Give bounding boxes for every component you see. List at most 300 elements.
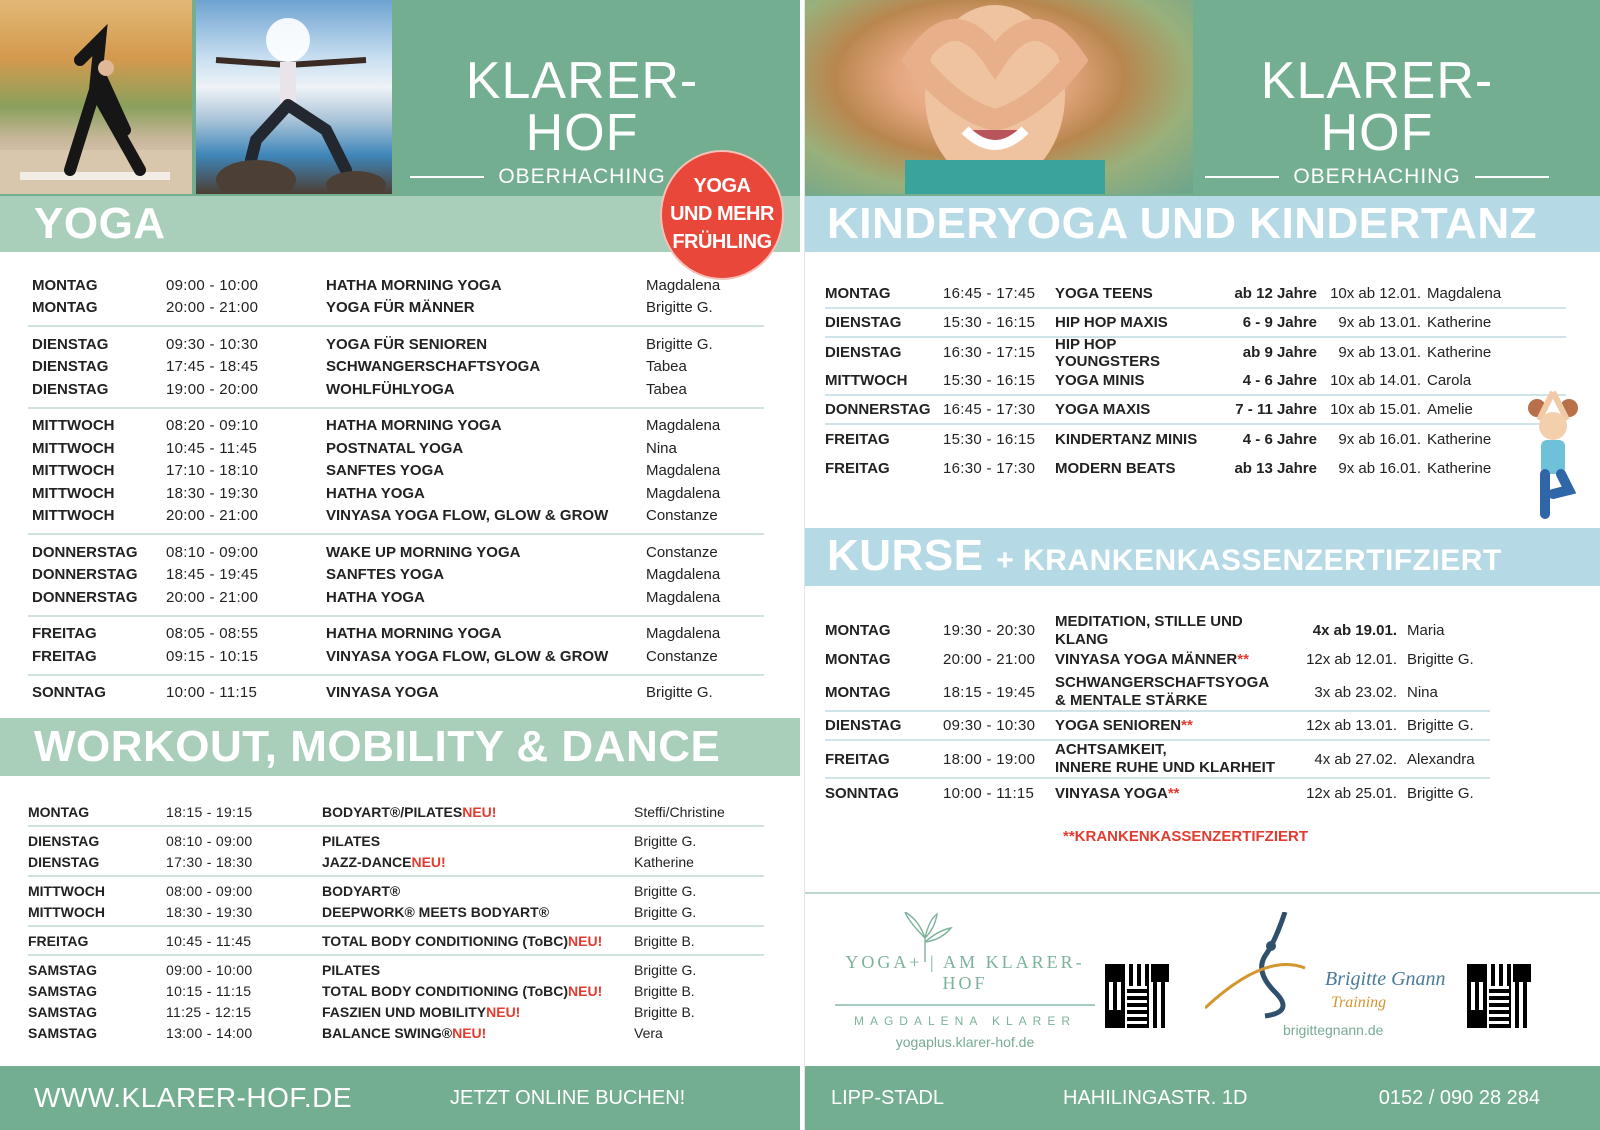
course-cell: HIP HOP YOUNGSTERS — [1055, 335, 1161, 370]
table-row — [825, 425, 1566, 454]
course-name: JAZZ-DANCE — [322, 853, 412, 870]
course-cell — [322, 883, 634, 899]
course-name: BODYART®/PILATES — [322, 803, 463, 820]
section-title-kids: KINDERYOGA UND KINDERTANZ — [805, 196, 1600, 252]
teacher-cell: Magdalena — [646, 625, 721, 643]
table-row — [825, 645, 1490, 674]
table-row — [825, 612, 1490, 648]
teacher-cell: Katherine — [1427, 314, 1492, 331]
day-cell: FREITAG — [28, 932, 89, 949]
course-cell: MODERN BEATS — [1055, 460, 1176, 477]
time-cell: 18:00 - 19:00 — [943, 750, 1036, 768]
age-cell: ab 9 Jahre — [1242, 344, 1317, 361]
address: HAHILINGASTR. 1D — [1063, 1086, 1248, 1109]
table-row — [28, 830, 764, 851]
day-cell: DIENSTAG — [32, 335, 109, 353]
table-row — [32, 541, 764, 564]
teacher-cell: Nina — [1407, 683, 1438, 701]
logo-location: OBERHACHING — [498, 165, 666, 188]
brigitte-gnann-partner — [1205, 912, 1465, 1038]
start-cell: 10x ab 12.01. — [1330, 285, 1421, 302]
course-cell — [322, 833, 634, 849]
certified-note: **KRANKENKASSENZERTIFZIERT — [1063, 828, 1309, 845]
day-cell: SAMSTAG — [28, 961, 97, 978]
day-cell: MITTWOCH — [32, 507, 115, 525]
course-cell: SCHWANGERSCHAFTSYOGA — [326, 358, 541, 376]
time-cell: 16:30 - 17:30 — [943, 460, 1036, 477]
new-label: NEU! — [568, 982, 603, 999]
table-row — [32, 505, 764, 528]
course-cell: HATHA YOGA — [326, 484, 425, 502]
age-cell: 4 - 6 Jahre — [1242, 372, 1317, 389]
course-name: SCHWANGERSCHAFTSYOGA — [1055, 674, 1270, 691]
teacher-cell: Brigitte B. — [634, 932, 695, 949]
day-cell: MONTAG — [825, 651, 891, 668]
day-cell: DIENSTAG — [825, 314, 902, 331]
teacher-cell: Brigitte B. — [634, 1003, 695, 1020]
time-cell: 13:00 - 14:00 — [166, 1024, 253, 1041]
course-name: FASZIEN UND MOBILITY — [322, 1003, 487, 1020]
start-cell: 10x ab 15.01. — [1330, 401, 1421, 418]
new-label: NEU! — [452, 1024, 487, 1041]
day-cell: MONTAG — [28, 803, 90, 820]
time-cell: 08:10 - 09:00 — [166, 832, 253, 849]
teacher-cell: Vera — [634, 1024, 663, 1041]
course-cell: WOHLFÜHLYOGA — [326, 380, 455, 398]
day-cell: MITTWOCH — [825, 372, 908, 389]
time-cell: 09:15 - 10:15 — [166, 647, 259, 665]
teacher-cell: Brigitte G. — [646, 299, 713, 317]
time-cell: 09:30 - 10:30 — [943, 717, 1036, 734]
time-cell: 10:15 - 11:15 — [166, 982, 252, 999]
table-row — [32, 415, 764, 438]
table-row — [825, 779, 1490, 808]
age-cell: 6 - 9 Jahre — [1242, 314, 1317, 331]
course-cell — [322, 933, 634, 949]
workout-schedule — [28, 798, 764, 1046]
course-cell: VINYASA YOGA FLOW, GLOW & GROW — [326, 647, 609, 665]
table-row — [825, 741, 1490, 779]
schedule-group — [28, 956, 764, 1046]
dancer-logo-icon — [1205, 912, 1325, 1022]
time-cell: 08:20 - 09:10 — [166, 417, 259, 435]
day-cell: MITTWOCH — [28, 882, 105, 899]
table-row — [825, 309, 1566, 338]
start-cell: 4x ab 27.02. — [1314, 750, 1397, 768]
day-cell: DIENSTAG — [32, 358, 109, 376]
table-row — [32, 564, 764, 587]
time-cell: 08:05 - 08:55 — [166, 625, 259, 643]
day-cell: DONNERSTAG — [32, 543, 138, 561]
course-cell — [322, 804, 634, 820]
teacher-cell: Brigitte G. — [634, 832, 697, 849]
table-row — [825, 396, 1566, 425]
yoga-photo-studio — [0, 0, 192, 194]
kurse-title-sub: + KRANKENKASSENZERTIFZIERT — [996, 544, 1502, 577]
course-cell: YOGA MINIS — [1055, 372, 1145, 389]
course-cell: HIP HOP MAXIS — [1055, 314, 1168, 331]
day-cell: MONTAG — [825, 683, 891, 701]
time-cell: 19:30 - 20:30 — [943, 622, 1036, 639]
teacher-cell: Constanze — [646, 507, 718, 525]
teacher-cell: Nina — [646, 439, 677, 457]
time-cell: 19:00 - 20:00 — [166, 380, 259, 398]
footer-left — [0, 1066, 800, 1130]
day-cell: DONNERSTAG — [32, 566, 138, 584]
day-cell: MITTWOCH — [32, 484, 115, 502]
time-cell: 18:30 - 19:30 — [166, 484, 259, 502]
day-cell: FREITAG — [32, 647, 97, 665]
course-cell — [322, 854, 634, 870]
course-cell — [322, 1025, 634, 1041]
partners-divider — [805, 892, 1600, 894]
course-name: PILATES — [322, 832, 381, 849]
teacher-cell: Brigitte G. — [646, 335, 713, 353]
course-cell: YOGA FÜR SENIOREN — [326, 335, 488, 353]
table-row — [825, 280, 1566, 309]
start-cell: 9x ab 13.01. — [1338, 314, 1421, 331]
course-cell: YOGA FÜR MÄNNER — [326, 299, 475, 317]
course-cell: HATHA MORNING YOGA — [326, 625, 502, 643]
time-cell: 17:30 - 18:30 — [166, 853, 253, 870]
course-cell: HATHA YOGA — [326, 588, 425, 606]
table-row — [28, 1022, 764, 1043]
day-cell: SAMSTAG — [28, 982, 97, 999]
day-cell: MONTAG — [32, 276, 98, 294]
logo-rule-right — [1475, 176, 1549, 178]
course-cell: SANFTES YOGA — [326, 566, 445, 584]
teacher-cell: Brigitte G. — [634, 903, 697, 920]
table-row — [32, 297, 764, 320]
course-cell: HATHA MORNING YOGA — [326, 417, 502, 435]
course-name: YOGA SENIOREN — [1055, 716, 1182, 734]
table-row — [32, 682, 764, 705]
day-cell: FREITAG — [825, 431, 890, 448]
table-row — [28, 1001, 764, 1022]
phone[interactable]: 0152 / 090 28 284 — [1378, 1086, 1540, 1109]
badge-line2: UND MEHR — [670, 203, 774, 225]
teacher-cell: Magdalena — [646, 566, 721, 584]
day-cell: SAMSTAG — [28, 1024, 97, 1041]
time-cell: 10:00 - 11:15 — [166, 684, 258, 702]
teacher-cell: Constanze — [646, 543, 718, 561]
new-label: NEU! — [486, 1003, 521, 1020]
certified-marker: ** — [1167, 784, 1180, 802]
yoga-plus-brand: YOGA+ | AM KLARER-HOF — [845, 952, 1085, 993]
table-row — [28, 901, 764, 922]
day-cell: DIENSTAG — [825, 717, 902, 734]
brigitte-url[interactable]: brigittegnann.de — [1283, 1022, 1384, 1038]
teacher-cell: Steffi/Christine — [634, 803, 725, 820]
table-row — [32, 586, 764, 609]
brigitte-tagline: Training — [1331, 994, 1387, 1011]
time-cell: 15:30 - 16:15 — [943, 372, 1036, 389]
spring-badge — [660, 150, 784, 280]
teacher-cell: Magdalena — [646, 462, 721, 480]
yoga-plus-partner — [835, 912, 1095, 1050]
table-row — [28, 930, 764, 951]
day-cell: MONTAG — [32, 299, 98, 317]
kids-schedule — [825, 280, 1566, 483]
time-cell: 20:00 - 21:00 — [166, 299, 259, 317]
course-cell: YOGA TEENS — [1055, 285, 1153, 302]
start-cell: 12x ab 13.01. — [1306, 717, 1397, 734]
course-name: MEDITATION, STILLE UND KLANG — [1055, 612, 1243, 648]
kid-yoga-illustration — [1523, 390, 1583, 522]
teacher-cell: Brigitte B. — [634, 982, 695, 999]
table-row — [28, 851, 764, 872]
day-cell: MITTWOCH — [32, 417, 115, 435]
teacher-cell: Brigitte G. — [634, 882, 697, 899]
course-cell — [322, 962, 634, 978]
yoga-plus-rule — [835, 1004, 1095, 1006]
teacher-cell: Alexandra — [1407, 750, 1475, 768]
kurse-schedule — [825, 612, 1490, 808]
start-cell: 12x ab 25.01. — [1306, 785, 1397, 802]
day-cell: DIENSTAG — [28, 832, 100, 849]
course-cell: WAKE UP MORNING YOGA — [326, 543, 521, 561]
table-row — [28, 980, 764, 1001]
day-cell: DIENSTAG — [28, 853, 100, 870]
teacher-cell: Katherine — [634, 853, 694, 870]
table-row — [32, 645, 764, 668]
teacher-cell: Katherine — [1427, 344, 1492, 361]
time-cell: 09:00 - 10:00 — [166, 276, 259, 294]
course-name: TOTAL BODY CONDITIONING (ToBC) — [322, 982, 569, 999]
certified-marker: ** — [1237, 650, 1249, 668]
teacher-cell: Magdalena — [646, 417, 721, 435]
schedule-group — [28, 676, 764, 711]
table-row — [32, 623, 764, 646]
teacher-cell: Brigitte G. — [1407, 651, 1474, 668]
start-cell: 9x ab 13.01. — [1338, 344, 1421, 361]
time-cell: 10:45 - 11:45 — [166, 932, 252, 949]
course-name: VINYASA YOGA — [1055, 784, 1168, 802]
course-cell — [1055, 717, 1295, 735]
logo-name: KLARER-HOF — [465, 52, 699, 162]
teacher-cell: Carola — [1427, 372, 1472, 389]
venue: LIPP-STADL — [831, 1086, 944, 1109]
section-title-workout: WORKOUT, MOBILITY & DANCE — [0, 718, 800, 776]
time-cell: 10:00 - 11:15 — [943, 785, 1035, 802]
header-right — [805, 0, 1600, 196]
brigitte-name: Brigitte Gnann — [1325, 968, 1446, 990]
teacher-cell: Magdalena — [646, 588, 721, 606]
brand-left: YOGA+ — [845, 952, 923, 972]
schedule-group — [28, 327, 764, 409]
day-cell: FREITAG — [825, 750, 890, 768]
yoga-schedule — [28, 268, 764, 710]
table-row — [32, 378, 764, 401]
teacher-cell: Brigitte G. — [646, 684, 713, 702]
table-row — [32, 356, 764, 379]
schedule-group — [28, 877, 764, 927]
course-name-line2: INNERE RUHE UND KLARHEIT — [1055, 759, 1276, 776]
footer-right — [805, 1066, 1600, 1130]
qr-code-yogaplus[interactable] — [1105, 964, 1169, 1028]
course-cell — [1055, 651, 1295, 669]
new-label: NEU! — [411, 853, 446, 870]
course-name: ACHTSAMKEIT, — [1055, 741, 1167, 758]
day-cell: SONNTAG — [32, 684, 106, 702]
course-cell: POSTNATAL YOGA — [326, 439, 464, 457]
table-row — [32, 333, 764, 356]
table-row — [28, 801, 764, 822]
course-name: PILATES — [322, 961, 381, 978]
day-cell: DIENSTAG — [825, 344, 902, 361]
table-row — [32, 274, 764, 297]
day-cell: MONTAG — [825, 622, 891, 639]
new-label: NEU! — [462, 803, 497, 820]
day-cell: DONNERSTAG — [32, 588, 138, 606]
schedule-group — [28, 617, 764, 676]
time-cell: 10:45 - 11:45 — [166, 439, 258, 457]
age-cell: 7 - 11 Jahre — [1235, 401, 1317, 418]
course-cell — [1055, 741, 1295, 777]
time-cell: 18:45 - 19:45 — [166, 566, 259, 584]
table-row — [825, 712, 1490, 741]
day-cell: FREITAG — [825, 460, 890, 477]
course-name: VINYASA YOGA MÄNNER — [1055, 650, 1238, 668]
start-cell: 12x ab 12.01. — [1306, 651, 1397, 668]
time-cell: 16:45 - 17:45 — [943, 285, 1036, 302]
logo-rule-left — [410, 176, 484, 178]
course-cell: KINDERTANZ MINIS — [1055, 431, 1198, 448]
teacher-cell: Amelie — [1427, 401, 1473, 418]
section-title-kurse — [805, 528, 1600, 586]
qr-code-brigitte[interactable] — [1467, 964, 1531, 1028]
time-cell: 20:00 - 21:00 — [166, 507, 259, 525]
age-cell: ab 12 Jahre — [1234, 285, 1317, 302]
course-cell: SANFTES YOGA — [326, 462, 445, 480]
logo-name: KLARER-HOF — [1260, 52, 1494, 162]
start-cell: 3x ab 23.02. — [1314, 683, 1397, 701]
course-name: TOTAL BODY CONDITIONING (ToBC) — [322, 932, 569, 949]
teacher-cell: Brigitte G. — [634, 961, 697, 978]
time-cell: 16:30 - 17:15 — [943, 344, 1036, 361]
teacher-cell: Magdalena — [646, 276, 721, 294]
time-cell: 20:00 - 21:00 — [166, 588, 259, 606]
schedule-group — [28, 409, 764, 536]
schedule-group — [28, 798, 764, 827]
age-cell: 4 - 6 Jahre — [1242, 431, 1317, 448]
table-row — [825, 674, 1490, 712]
time-cell: 20:00 - 21:00 — [943, 651, 1036, 668]
badge-line1: YOGA — [693, 175, 751, 197]
time-cell: 18:30 - 19:30 — [166, 903, 253, 920]
sprout-logo-icon — [895, 912, 955, 962]
klarer-hof-logo-right — [1205, 52, 1549, 189]
time-cell: 18:15 - 19:15 — [166, 803, 253, 820]
schedule-group — [28, 927, 764, 956]
teacher-cell: Constanze — [646, 647, 718, 665]
table-row — [32, 482, 764, 505]
course-cell — [322, 904, 634, 920]
book-online-cta[interactable]: JETZT ONLINE BUCHEN! — [450, 1086, 686, 1109]
course-cell — [322, 983, 634, 999]
logo-location: OBERHACHING — [1293, 165, 1461, 188]
time-cell: 08:10 - 09:00 — [166, 543, 259, 561]
teacher-cell: Maria — [1407, 622, 1445, 639]
schedule-group — [28, 268, 764, 327]
time-cell: 17:10 - 18:10 — [166, 462, 259, 480]
time-cell: 09:30 - 10:30 — [166, 335, 259, 353]
time-cell: 18:15 - 19:45 — [943, 683, 1036, 701]
kid-heart-photo — [805, 0, 1193, 194]
start-cell: 9x ab 16.01. — [1338, 431, 1421, 448]
teacher-cell: Katherine — [1427, 460, 1492, 477]
course-cell: YOGA MAXIS — [1055, 401, 1151, 418]
teacher-cell: Tabea — [646, 358, 687, 376]
schedule-group — [28, 535, 764, 617]
course-cell — [1055, 785, 1295, 803]
table-row — [825, 335, 1566, 370]
course-name: DEEPWORK® MEETS BODYART® — [322, 903, 550, 920]
table-row — [825, 454, 1566, 483]
time-cell: 09:00 - 10:00 — [166, 961, 253, 978]
day-cell: DIENSTAG — [32, 380, 109, 398]
teacher-cell: Katherine — [1427, 431, 1492, 448]
course-cell: VINYASA YOGA — [326, 684, 439, 702]
course-cell — [322, 1004, 634, 1020]
kurse-title-main: KURSE — [827, 531, 984, 580]
teacher-cell: Brigitte G. — [1407, 785, 1474, 802]
yoga-plus-person: MAGDALENA KLARER — [853, 1014, 1077, 1028]
time-cell: 16:45 - 17:30 — [943, 401, 1036, 418]
time-cell: 15:30 - 16:15 — [943, 431, 1036, 448]
day-cell: MONTAG — [825, 285, 891, 302]
course-cell — [1055, 674, 1295, 710]
table-row — [32, 437, 764, 460]
certified-marker: ** — [1181, 716, 1193, 734]
table-row — [28, 959, 764, 980]
start-cell: 4x ab 19.01. — [1312, 622, 1397, 639]
course-cell: VINYASA YOGA FLOW, GLOW & GROW — [326, 507, 609, 525]
day-cell: FREITAG — [32, 625, 97, 643]
start-cell: 10x ab 14.01. — [1330, 372, 1421, 389]
yoga-photo-mountain — [196, 0, 392, 194]
course-name-line2: & MENTALE STÄRKE — [1055, 692, 1208, 709]
website-link[interactable]: WWW.KLARER-HOF.DE — [34, 1082, 353, 1113]
right-page — [804, 0, 1600, 1130]
course-name: BALANCE SWING® — [322, 1024, 453, 1041]
day-cell: SAMSTAG — [28, 1003, 97, 1020]
badge-line3: FRÜHLING — [672, 231, 772, 253]
yoga-plus-url[interactable]: yogaplus.klarer-hof.de — [895, 1034, 1035, 1050]
time-cell: 11:25 - 12:15 — [166, 1003, 252, 1020]
new-label: NEU! — [568, 932, 603, 949]
course-cell: HATHA MORNING YOGA — [326, 276, 502, 294]
schedule-group — [28, 827, 764, 877]
table-row — [32, 460, 764, 483]
day-cell: SONNTAG — [825, 785, 899, 802]
time-cell: 17:45 - 18:45 — [166, 358, 259, 376]
teacher-cell: Tabea — [646, 380, 687, 398]
day-cell: MITTWOCH — [32, 439, 115, 457]
brand-right: AM KLARER-HOF — [942, 952, 1085, 993]
day-cell: DONNERSTAG — [825, 401, 931, 418]
day-cell: MITTWOCH — [28, 903, 105, 920]
teacher-cell: Magdalena — [1427, 285, 1502, 302]
teacher-cell: Brigitte G. — [1407, 717, 1474, 734]
teacher-cell: Magdalena — [646, 484, 721, 502]
section-title-yoga: YOGA — [0, 196, 800, 252]
age-cell: ab 13 Jahre — [1234, 460, 1317, 477]
time-cell: 15:30 - 16:15 — [943, 314, 1036, 331]
start-cell: 9x ab 16.01. — [1338, 460, 1421, 477]
course-cell — [1055, 613, 1295, 649]
table-row — [28, 880, 764, 901]
